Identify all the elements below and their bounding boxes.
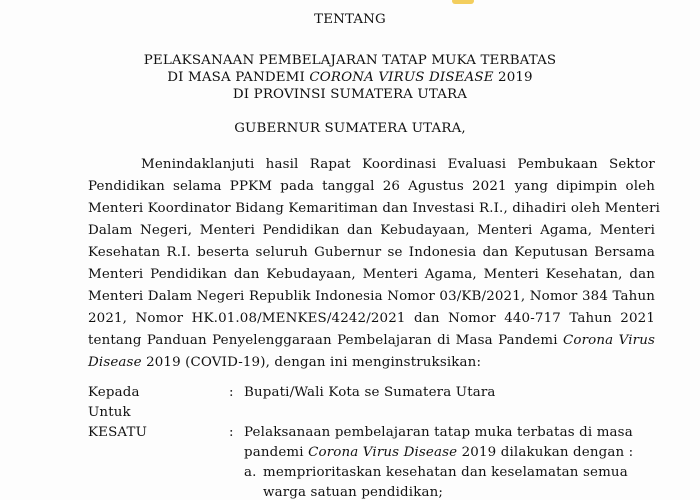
title-line-3: DI PROVINSI SUMATERA UTARA [232, 87, 468, 102]
paragraph-line-10-italic: Disease [88, 355, 142, 370]
point-a-line-2: warga satuan pendidikan; [263, 485, 444, 500]
cut-off-header-decoration [245, 0, 455, 4]
kesatu-line-2-prefix: pandemi [244, 445, 309, 460]
kesatu-line-1: Pelaksanaan pembelajaran tatap muka terbatas di masa [244, 425, 633, 440]
kesatu-label: KESATU [88, 425, 148, 440]
paragraph-line-9 [88, 333, 655, 348]
yellow-highlight-mark [452, 0, 474, 4]
paragraph-line-9-prefix: tentang Panduan Penyelenggaraan Pembelajaran di Masa Pandemi [88, 333, 564, 348]
title-line-2-suffix: 2019 [493, 70, 533, 85]
paragraph-line-9-italic: Corona Virus [563, 333, 655, 348]
kepada-label: Kepada [88, 385, 140, 400]
paragraph-line-3: Menteri Koordinator Bidang Kemaritiman dan Investasi R.I., dihadiri oleh Menteri [88, 201, 661, 216]
point-a-line-1: memprioritaskan kesehatan dan keselamatan semua [263, 465, 628, 480]
kesatu-colon: : [229, 425, 234, 440]
title-line-1: PELAKSANAAN PEMBELAJARAN TATAP MUKA TERBATAS [143, 53, 557, 68]
paragraph-line-7: Menteri Dalam Negeri Republik Indonesia Nomor 03/KB/2021, Nomor 384 Tahun [88, 289, 655, 304]
paragraph-line-2: Pendidikan selama PPKM pada tanggal 26 Agustus 2021 yang dipimpin oleh [88, 179, 655, 194]
paragraph-line-10 [88, 355, 481, 370]
paragraph-line-10-suffix: 2019 (COVID-19), dengan ini menginstruksikan: [141, 355, 482, 370]
untuk-label: Untuk [88, 405, 131, 420]
tentang-heading: TENTANG [314, 12, 386, 27]
kesatu-line-2 [244, 445, 633, 460]
kesatu-line-2-italic: Corona Virus Disease [308, 445, 458, 460]
paragraph-line-4: Dalam Negeri, Menteri Pendidikan dan Kebudayaan, Menteri Agama, Menteri [88, 223, 655, 238]
point-a-marker: a. [244, 465, 257, 480]
kepada-colon: : [229, 385, 234, 400]
kesatu-line-2-suffix: 2019 dilakukan dengan : [457, 445, 634, 460]
kepada-value: Bupati/Wali Kota se Sumatera Utara [244, 385, 496, 400]
title-line-2-prefix: DI MASA PANDEMI [167, 70, 310, 85]
paragraph-line-1: Menindaklanjuti hasil Rapat Koordinasi Evaluasi Pembukaan Sektor [141, 157, 655, 172]
paragraph-line-8: 2021, Nomor HK.01.08/MENKES/4242/2021 dan Nomor 440-717 Tahun 2021 [88, 311, 655, 326]
title-line-2 [0, 70, 700, 85]
governor-heading: GUBERNUR SUMATERA UTARA, [234, 121, 466, 136]
title-line-2-italic: CORONA VIRUS DISEASE [309, 70, 494, 85]
paragraph-line-6: Menteri Pendidikan dan Kebudayaan, Menteri Agama, Menteri Kesehatan, dan [88, 267, 655, 282]
paragraph-line-5: Kesehatan R.I. beserta seluruh Gubernur se Indonesia dan Keputusan Bersama [88, 245, 655, 260]
